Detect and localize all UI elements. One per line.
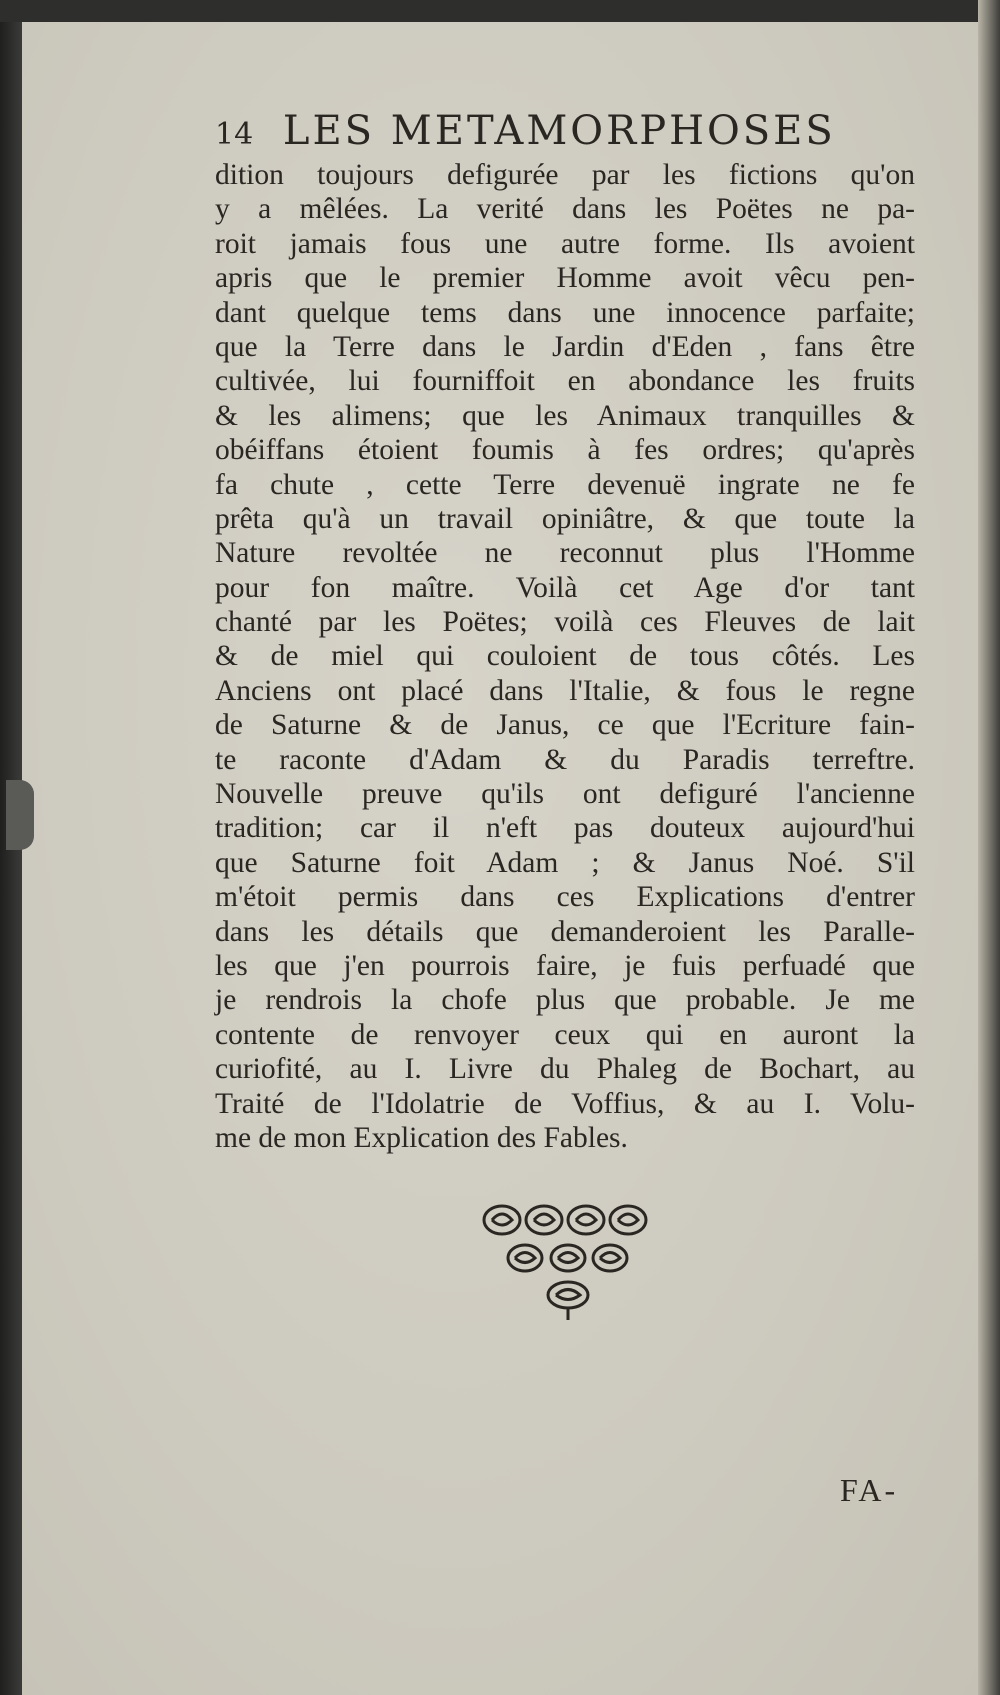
text-line: que la Terre dans le Jardin d'Eden , fans être — [215, 330, 915, 363]
text-line: m'étoit permis dans ces Explications d'entrer — [215, 881, 915, 914]
page-clip — [6, 780, 34, 850]
text-line: les que j'en pourrois faire, je fuis perfuadé que — [215, 949, 915, 982]
text-line: prêta qu'à un travail opiniâtre, & que toute la — [215, 502, 915, 535]
text-line: obéiffans étoient foumis à fes ordres; qu'après — [215, 434, 915, 467]
text-line: te raconte d'Adam & du Paradis terreftre. — [215, 743, 915, 776]
text-line: tradition; car il n'eft pas douteux aujourd'hui — [215, 812, 915, 845]
text-line: que Saturne foit Adam ; & Janus Noé. S'il — [215, 846, 915, 879]
catchword: FA- — [840, 1472, 899, 1508]
text-line: y a mêlées. La verité dans les Poëtes ne pa- — [215, 193, 915, 226]
text-line: fa chute , cette Terre devenuë ingrate ne fe — [215, 468, 915, 501]
body-text — [215, 158, 915, 1155]
text-line: Nature revoltée ne reconnut plus l'Homme — [215, 537, 915, 570]
text-line: je rendrois la chofe plus que probable. Je me — [215, 984, 915, 1017]
text-line: curiofité, au I. Livre du Phaleg de Bochart, au — [215, 1053, 915, 1086]
text-line: chanté par les Poëtes; voilà ces Fleuves de lait — [215, 606, 915, 639]
page-right-edge — [978, 0, 1000, 1695]
text-line: apris que le premier Homme avoit vêcu pen- — [215, 262, 915, 295]
text-line: & de miel qui couloient de tous côtés. Les — [215, 640, 915, 673]
text-line: Nouvelle preuve qu'ils ont defiguré l'ancienne — [215, 778, 915, 811]
page-number: 14 — [215, 117, 254, 152]
text-line: pour fon maître. Voilà cet Age d'or tant — [215, 571, 915, 604]
text-line: Traité de l'Idolatrie de Voffius, & au I. Volu- — [215, 1087, 915, 1120]
text-line: dans les détails que demanderoient les Paralle- — [215, 915, 915, 948]
text-line: cultivée, lui fourniffoit en abondance les fruits — [215, 365, 915, 398]
text-line: dition toujours defigurée par les fictions qu'on — [215, 159, 915, 191]
text-line: & les alimens; que les Animaux tranquilles & — [215, 399, 915, 432]
text-line: contente de renvoyer ceux qui en auront la — [215, 1018, 915, 1051]
text-line: de Saturne & de Janus, ce que l'Ecriture fain- — [215, 709, 915, 742]
text-line: Anciens ont placé dans l'Italie, & fous le regne — [215, 674, 915, 707]
text-line: roit jamais fous une autre forme. Ils avoient — [215, 227, 915, 260]
text-line: me de mon Explication des Fables. — [215, 1121, 628, 1154]
running-title: LES METAMORPHOSES — [282, 108, 836, 154]
scan-top-edge — [0, 0, 1000, 22]
running-header — [215, 108, 855, 154]
tailpiece-ornament — [480, 1200, 660, 1325]
text-line: dant quelque tems dans une innocence parfaite; — [215, 296, 915, 329]
